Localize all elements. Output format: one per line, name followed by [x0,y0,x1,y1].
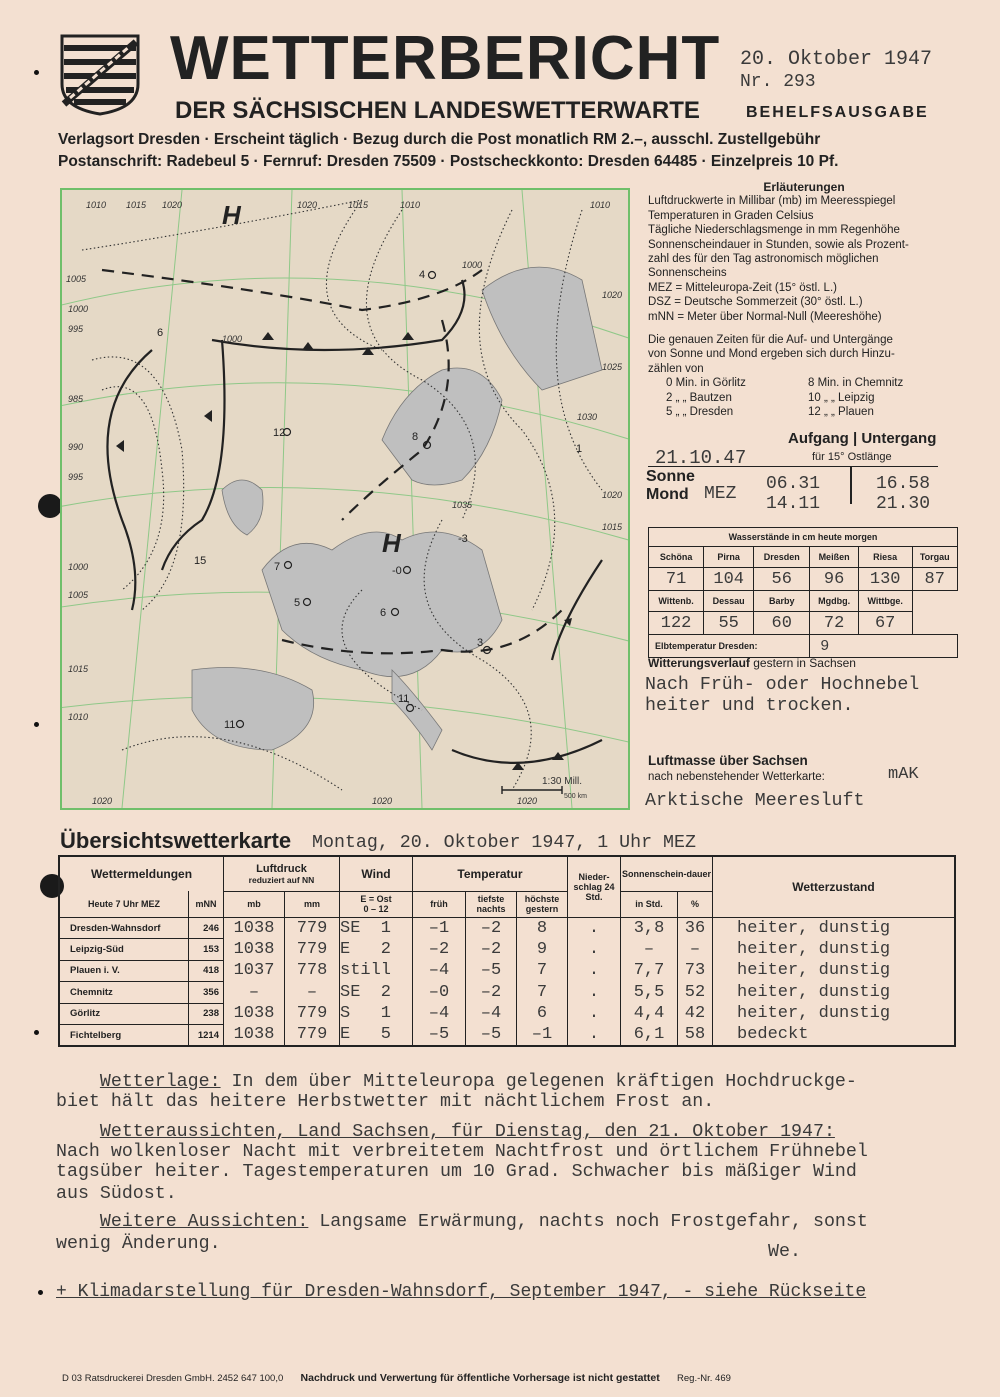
mnn-header: mNN [189,891,224,918]
wetterlage-paragraph [56,1072,857,1092]
svg-text:15: 15 [194,555,207,567]
water-value: 60 [754,612,810,635]
svg-text:995: 995 [68,324,84,334]
water-value: 104 [704,568,754,591]
pressure-mm: 779 [285,1024,340,1046]
legend-line: Sonnenscheindauer in Stunden, sowie als Prozent- [648,238,909,251]
pressure-mm: 779 [285,918,340,939]
station-mnn: 238 [189,1003,224,1024]
moon-rise: 14.11 [766,494,821,514]
sun-percent: – [678,939,713,960]
svg-text:1020: 1020 [92,796,113,806]
legend-line: Luftdruckwerte in Millibar (mb) im Meeresspiegel [648,195,896,208]
water-heading: Wasserstände in cm heute morgen [649,528,958,547]
col-station-header: Wettermeldungen [59,856,224,891]
pressure-mb: 1038 [224,1003,285,1024]
zustand: heiter, dunstig [737,982,891,1002]
saxony-coat-of-arms-icon [60,34,140,116]
svg-text:11: 11 [224,719,236,731]
water-station: Schöna [649,547,704,568]
sun-hours: 3,8 [621,918,678,939]
table-row [59,1024,955,1046]
pressure-mb: 1038 [224,918,285,939]
svg-text:8: 8 [412,431,419,443]
verlauf-text: Nach Früh- oder Hochnebel [645,675,920,695]
svg-text:1030: 1030 [577,412,598,422]
aussichten-paragraph [56,1122,835,1142]
temp-tief: –5 [466,960,517,981]
correction: 5 „ „ Dresden [666,406,734,419]
temp-tief: –2 [466,982,517,1003]
station-name: Dresden-Wahnsdorf [59,918,189,939]
water-value: 72 [810,612,859,635]
elb-temp-label: Elbtemperatur Dresden: [649,635,810,658]
issue-date: 20. Oktober 1947 [740,48,933,71]
station-name: Plauen i. V. [59,960,189,981]
legend-line: Temperaturen in Graden Celsius [648,209,814,222]
wind-sub-header [340,891,413,918]
legend-line: mNN = Meter über Normal-Null (Meereshöhe) [648,310,882,323]
water-value: 67 [858,612,912,635]
publisher-info-line: Verlagsort Dresden · Erscheint täglich · Bezug durch die Post monatlich RM 2.–, ausschl. Zustellgebühr [58,131,821,148]
svg-text:995: 995 [68,472,84,482]
svg-text:985: 985 [68,394,84,404]
sun-set: 16.58 [876,474,931,494]
station-mnn: 356 [189,982,224,1003]
svg-text:12: 12 [273,427,286,439]
weitere-paragraph [56,1212,868,1232]
table-row [59,1003,955,1024]
svg-text:6: 6 [157,327,164,339]
wind-value: SE 2 [340,982,413,1003]
correction: 2 „ „ Bautzen [666,391,732,404]
luftmasse-text: Arktische Meeresluft [645,791,865,811]
station-name: Fichtelberg [59,1024,189,1046]
weather-map [60,188,630,810]
sun-hours: 7,7 [621,960,678,981]
druck-sub: reduziert auf NN [248,874,315,885]
svg-text:1020: 1020 [602,490,623,500]
wetterlage-label: Wetterlage: [99,1072,221,1092]
weitere-text: Langsame Erwärmung, nachts noch Frostgefahr, sonst [308,1212,868,1232]
registration-number: Reg.-Nr. 469 [677,1373,731,1384]
weather-map-drawing [62,190,628,808]
temp-hoch: 9 [517,939,568,960]
legend-line: MEZ = Mitteleuropa-Zeit (15° östl. L.) [648,281,837,294]
verlauf-text: heiter und trocken. [645,696,854,716]
svg-text:1010: 1010 [86,200,107,210]
mond-label: Mond [646,486,689,503]
station-mnn: 246 [189,918,224,939]
col-zustand-header: Wetterzustand [713,856,956,918]
author-sign: We. [768,1242,801,1262]
weitere-label: Weitere Aussichten: [99,1212,309,1232]
issue-number: Nr. 293 [740,72,816,92]
hoechste-header: höchste gestern [517,891,568,918]
zustand: bedeckt [737,1025,809,1045]
legend-block [648,180,940,420]
niederschlag: . [568,1024,621,1046]
mark-dot [34,1030,39,1035]
temp-frueh: –2 [413,939,466,960]
water-station: Dessau [704,591,754,612]
sun-percent: 73 [678,960,713,981]
water-station: Torgau [912,547,957,568]
water-station: Pirna [704,547,754,568]
moon-set: 21.30 [876,494,931,514]
overview-subtitle: Montag, 20. Oktober 1947, 1 Uhr MEZ [312,833,696,853]
temp-hoch: 7 [517,982,568,1003]
pct-header: % [678,891,713,918]
svg-text:990: 990 [68,442,84,452]
sun-moon-head: Aufgang | Untergang [788,430,937,447]
verlauf-heading [648,656,856,670]
col-temp-header: Temperatur [413,856,568,891]
water-value: 122 [649,612,704,635]
wind-sub1: E = Ost [360,894,392,905]
niederschlag: . [568,982,621,1003]
svg-text:1015: 1015 [348,200,369,210]
svg-text:1020: 1020 [297,200,318,210]
sun-percent: 52 [678,982,713,1003]
wetterlage-text: In dem über Mitteleuropa gelegenen kräftigen Hochdruckge- [220,1072,857,1092]
time-header: Heute 7 Uhr MEZ [59,891,189,918]
sun-moon-date: 21.10.47 [655,447,747,469]
svg-text:H: H [222,200,241,230]
pressure-mm: 779 [285,939,340,960]
water-station: Meißen [810,547,859,568]
pressure-mb: 1037 [224,960,285,981]
wind-value: E 5 [340,1024,413,1046]
station-name: Chemnitz [59,982,189,1003]
luftmasse-code: mAK [888,765,919,784]
sun-rise: 06.31 [766,474,821,494]
weitere-text: wenig Änderung. [56,1234,221,1254]
water-station: Wittbge. [858,591,912,612]
times-intro: zählen von [648,362,704,375]
sun-hours: – [621,939,678,960]
station-mnn: 153 [189,939,224,960]
zustand: heiter, dunstig [737,940,891,960]
temp-hoch: 6 [517,1003,568,1024]
table-row [59,939,955,960]
druck-title: Luftdruck [256,862,307,875]
svg-text:1000: 1000 [222,334,243,344]
svg-text:1035: 1035 [452,500,473,510]
niederschlag: . [568,939,621,960]
svg-text:11: 11 [398,693,410,705]
svg-text:1025: 1025 [602,362,623,372]
water-value: 87 [912,568,957,591]
svg-text:6: 6 [380,607,387,619]
svg-text:-0: -0 [392,565,402,577]
footer [62,1372,731,1384]
zustand: heiter, dunstig [737,1004,891,1024]
station-mnn: 1214 [189,1024,224,1046]
svg-text:1020: 1020 [372,796,393,806]
punch-hole [38,494,62,518]
mark-dot [38,1290,43,1295]
wind-value: SE 1 [340,918,413,939]
table-row [59,918,955,939]
station-mnn: 418 [189,960,224,981]
times-intro: von Sonne und Mond ergeben sich durch Hinzu- [648,348,895,361]
water-station: Riesa [858,547,912,568]
luftmasse-label: Luftmasse über Sachsen [648,753,808,768]
col-nieder-header: Nieder-schlag 24 Std. [568,856,621,918]
station-name: Leipzig-Süd [59,939,189,960]
temp-tief: –2 [466,918,517,939]
niederschlag: . [568,960,621,981]
map-scale: 1:30 Mill. [542,776,583,787]
aussichten-text: aus Südost. [56,1184,177,1204]
sun-hours: 5,5 [621,982,678,1003]
zustand: heiter, dunstig [737,961,891,981]
wind-value: E 2 [340,939,413,960]
legend-line: DSZ = Deutsche Sommerzeit (30° östl. L.) [648,296,863,309]
water-station: Mgdbg. [810,591,859,612]
verlauf-label-rest: gestern in Sachsen [753,656,856,670]
svg-text:H: H [382,528,401,558]
water-value: 56 [754,568,810,591]
svg-text:1020: 1020 [517,796,538,806]
mm-header: mm [285,891,340,918]
svg-text:1020: 1020 [162,200,183,210]
luftmasse-sub: nach nebenstehender Wetterkarte: [648,771,825,783]
map-scale-km: 500 km [564,793,587,800]
temp-tief: –4 [466,1003,517,1024]
legend-line: Tägliche Niederschlagsmenge in mm Regenhöhe [648,224,900,237]
overview-title: Übersichtswetterkarte [60,828,292,853]
svg-text:1010: 1010 [68,712,89,722]
pressure-mm: 778 [285,960,340,981]
std-header: in Std. [621,891,678,918]
pressure-mb: 1038 [224,939,285,960]
water-station: Wittenb. [649,591,704,612]
col-sonne-header: Sonnenschein-dauer [621,856,713,891]
times-intro: Die genauen Zeiten für die Auf- und Untergänge [648,334,893,347]
legend-line: zahl des für den Tag astronomisch möglichen [648,253,879,266]
frueh-header: früh [413,891,466,918]
newspaper-subtitle: DER SÄCHSISCHEN LANDESWETTERWARTE [175,97,700,124]
pressure-mm: 779 [285,1003,340,1024]
pressure-mm: – [285,982,340,1003]
temp-tief: –5 [466,1024,517,1046]
temp-frueh: –1 [413,918,466,939]
sun-percent: 36 [678,918,713,939]
correction: 12 „ „ Plauen [808,406,874,419]
legend-heading: Erläuterungen [763,180,845,194]
table-row [59,960,955,981]
printer-info: D 03 Ratsdruckerei Dresden GmbH. 2452 647 100,0 [62,1373,284,1384]
water-value: 71 [649,568,704,591]
elb-temp-value: 9 [810,635,958,658]
temp-hoch: 7 [517,960,568,981]
sun-percent: 58 [678,1024,713,1046]
sun-hours: 4,4 [621,1003,678,1024]
weather-reports-table [58,855,956,1047]
sun-moon-sub: für 15° Ostlänge [812,451,892,463]
svg-text:3: 3 [477,637,484,649]
table-row [59,982,955,1003]
water-level-table [648,527,958,658]
col-druck-header [224,856,340,891]
svg-text:1020: 1020 [602,290,623,300]
sonne-label: Sonne [646,468,695,485]
temp-frueh: –4 [413,960,466,981]
temp-hoch: –1 [517,1024,568,1046]
niederschlag: . [568,1003,621,1024]
newspaper-title: WETTERBERICHT [170,24,721,93]
water-value: 130 [858,568,912,591]
temp-frueh: –0 [413,982,466,1003]
temp-tief: –2 [466,939,517,960]
svg-text:1005: 1005 [66,274,87,284]
correction: 10 „ „ Leipzig [808,391,875,404]
svg-text:7: 7 [274,561,281,573]
station-name: Görlitz [59,1003,189,1024]
wind-value: S 1 [340,1003,413,1024]
wind-sub2: 0 – 12 [363,904,389,915]
wetterlage-text: biet hält das heitere Herbstwetter mit nächtlichem Frost an. [56,1092,715,1112]
svg-text:1005: 1005 [68,590,89,600]
zustand: heiter, dunstig [737,918,891,938]
correction: 0 Min. in Görlitz [666,377,746,390]
water-value: 55 [704,612,754,635]
temp-frueh: –5 [413,1024,466,1046]
legend-line: Sonnenscheins [648,267,727,280]
svg-text:1010: 1010 [400,200,421,210]
sun-hours: 6,1 [621,1024,678,1046]
mb-header: mb [224,891,285,918]
temp-hoch: 8 [517,918,568,939]
mez-label: MEZ [704,484,737,504]
water-station: Dresden [754,547,810,568]
niederschlag: . [568,918,621,939]
col-wind-header: Wind [340,856,413,891]
wind-value: still [340,960,413,981]
svg-text:1015: 1015 [68,664,89,674]
correction: 8 Min. in Chemnitz [808,377,904,390]
verlauf-label: Witterungsverlauf [648,656,750,670]
svg-text:1000: 1000 [68,562,89,572]
svg-text:1000: 1000 [68,304,89,314]
address-info-line: Postanschrift: Radebeul 5 · Fernruf: Dresden 75509 · Postscheckkonto: Dresden 64485 · Einzelpreis 10 Pf. [58,153,839,170]
svg-text:5: 5 [294,597,301,609]
water-value: 96 [810,568,859,591]
edition-label: BEHELFSAUSGABE [746,104,929,121]
pressure-mb: – [224,982,285,1003]
svg-text:4: 4 [419,269,426,281]
sun-percent: 42 [678,1003,713,1024]
water-station: Barby [754,591,810,612]
svg-text:1010: 1010 [590,200,611,210]
pressure-mb: 1038 [224,1024,285,1046]
svg-text:-3: -3 [458,533,468,545]
mark-dot [34,722,39,727]
aussichten-text: tagsüber heiter. Tagestemperaturen um 10 Grad. Schwacher bis mäßiger Wind [56,1162,857,1182]
aussichten-text: Nach wolkenloser Nacht mit verbreitetem Nachtfrost und örtlichem Frühnebel [56,1142,868,1162]
svg-text:1000: 1000 [462,260,483,270]
klima-link[interactable]: + Klimadarstellung für Dresden-Wahnsdorf, September 1947, - siehe Rückseite [56,1282,867,1302]
tiefste-header: tiefste nachts [466,891,517,918]
svg-text:1015: 1015 [126,200,147,210]
svg-text:1015: 1015 [602,522,623,532]
reprint-notice: Nachdruck und Verwertung für öffentliche Vorhersage ist nicht gestattet [300,1372,660,1384]
aussichten-label: Wetteraussichten, Land Sachsen, für Dienstag, den 21. Oktober 1947: [99,1122,835,1142]
svg-text:1: 1 [576,443,583,455]
mark-dot [34,70,39,75]
temp-frueh: –4 [413,1003,466,1024]
